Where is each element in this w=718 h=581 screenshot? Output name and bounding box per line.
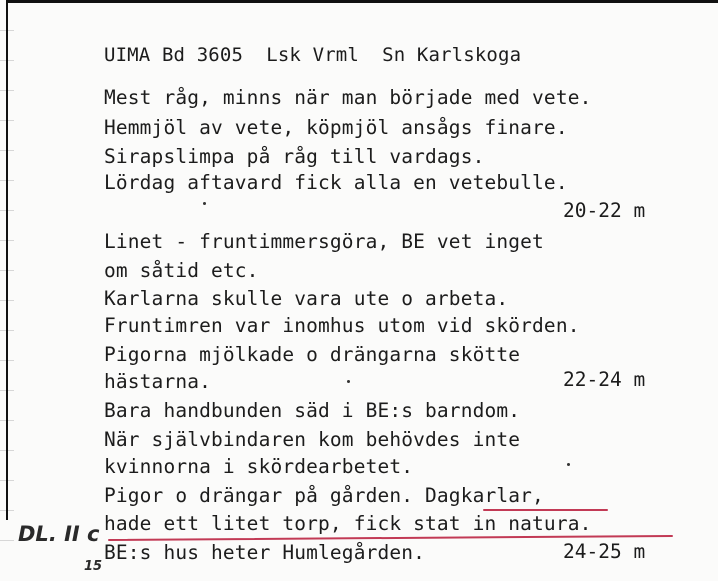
text-line: Lördag aftavard fick alla en vetebulle.	[104, 171, 568, 194]
page-ref: 22-24 m	[563, 368, 646, 391]
text-line: Bara handbunden säd i BE:s barndom.	[104, 399, 521, 422]
card-top-border	[6, 0, 718, 3]
text-line: När självbindaren kom behövdes inte	[104, 428, 521, 451]
ink-speck	[347, 380, 350, 383]
text-line: om såtid etc.	[104, 259, 259, 282]
red-underline	[483, 509, 608, 511]
card-header: UIMA Bd 3605 Lsk Vrml Sn Karlskoga	[104, 44, 522, 66]
text-line: Mest råg, minns när man började med vete.	[104, 86, 592, 109]
text-line: Hemmjöl av vete, köpmjöl ansågs finare.	[104, 116, 568, 139]
text-line: Sirapslimpa på råg till vardags.	[104, 145, 485, 168]
text-line: Pigor o drängar på gården. Dagkarlar,	[104, 484, 544, 507]
text-line: Linet - fruntimmersgöra, BE vet inget	[104, 230, 544, 253]
text-line: hade ett litet torp, fick stat in natura.	[104, 512, 592, 535]
text-line: Fruntimren var inomhus utom vid skörden.	[104, 314, 580, 337]
text-line: Karlarna skulle vara ute o arbeta.	[104, 287, 509, 310]
page-ref: 24-25 m	[563, 540, 646, 563]
margin-note: 15	[84, 559, 103, 574]
text-line: BE:s hus heter Humlegården.	[104, 541, 426, 564]
text-line: kvinnorna i skördearbetet.	[104, 455, 414, 478]
ink-speck	[567, 463, 570, 466]
text-line: hästarna.	[104, 370, 212, 393]
ink-speck	[203, 202, 206, 205]
margin-note: DL. II c	[18, 522, 100, 546]
text-line: Pigorna mjölkade o drängarna skötte	[104, 343, 521, 366]
page-ref: 20-22 m	[563, 199, 646, 222]
card-left-border	[6, 0, 8, 520]
